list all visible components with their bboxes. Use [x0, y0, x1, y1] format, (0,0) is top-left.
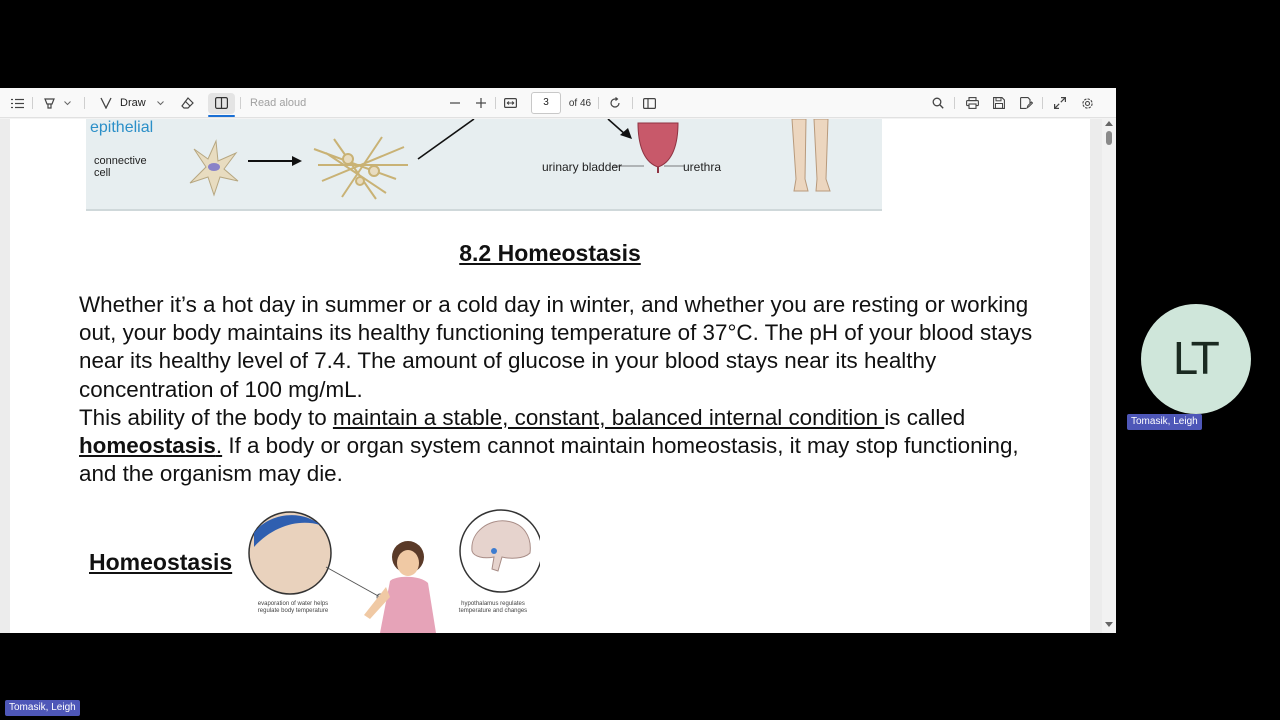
vertical-scrollbar[interactable]: [1102, 119, 1116, 633]
self-view-name: Tomasik, Leigh: [5, 700, 80, 716]
epithelial-label: epithelial: [90, 119, 154, 136]
connective-cell-illustration: [190, 141, 238, 195]
settings-icon[interactable]: [1079, 88, 1095, 118]
print-icon[interactable]: [964, 88, 980, 118]
body-text: [79, 291, 1039, 488]
section-title: 8.2 Homeostasis: [459, 240, 641, 266]
highlight-icon[interactable]: [40, 88, 58, 118]
urinary-bladder-label: urinary bladder: [542, 160, 623, 174]
document-viewer[interactable]: [0, 119, 1116, 633]
save-icon[interactable]: [991, 88, 1007, 118]
scroll-up-arrow[interactable]: [1105, 121, 1113, 126]
figure-illustrations: [86, 119, 882, 211]
figure-title: Homeostasis: [89, 549, 233, 575]
search-icon[interactable]: [930, 88, 946, 118]
pdf-page: [10, 119, 1090, 633]
skin-caption: evaporation of water helps regulate body temperature: [257, 601, 329, 614]
participant-tile-name: Tomasik, Leigh: [1127, 414, 1202, 430]
woman-illustration: [364, 541, 436, 633]
human-legs-illustration: [792, 119, 830, 191]
page-count: [567, 88, 593, 118]
contents-icon[interactable]: [8, 88, 26, 118]
read-aloud-button[interactable]: [250, 88, 310, 118]
draw-button[interactable]: [120, 88, 150, 118]
term-period: .: [215, 433, 223, 459]
definition-underlined-phrase: maintain a stable, constant, balanced internal condition: [332, 404, 885, 430]
fit-page-icon[interactable]: [502, 88, 518, 118]
definition-connector: is called: [884, 404, 966, 430]
read-aloud-label: Read aloud: [250, 97, 307, 109]
connective-cell-label: connective cell: [94, 155, 147, 179]
zoom-out-icon[interactable]: [448, 88, 462, 118]
paragraph-homeostasis-examples: Whether it’s a hot day in summer or a cold day in winter, and whether you are resting or working out, your body maintains its healthy functioning temperature of 37°C. The pH of your blood stays near its healthy level of 7.4. The amount of glucose in your blood stays near its healthy concentration of 100 mg/mL.: [79, 292, 1033, 402]
pdf-toolbar: [0, 88, 1116, 118]
brain-caption: hypothalamus regulates temperature and changes: [458, 601, 528, 614]
scrollbar-thumb[interactable]: [1106, 131, 1112, 145]
connective-tissue-illustration: [314, 137, 408, 199]
page-number-input[interactable]: 3: [531, 92, 561, 114]
save-as-icon[interactable]: [1018, 88, 1034, 118]
fullscreen-icon[interactable]: [1052, 88, 1068, 118]
page-total-label: of 46: [568, 97, 592, 109]
urethra-label: urethra: [683, 160, 722, 174]
draw-icon[interactable]: [98, 88, 114, 118]
shared-pdf-window: [0, 88, 1116, 633]
page-view-icon[interactable]: [640, 88, 658, 118]
text-view-icon[interactable]: [212, 88, 231, 118]
active-tab-indicator: [208, 115, 235, 117]
tissue-organ-figure: [86, 119, 882, 211]
homeostasis-term: homeostasis: [79, 433, 216, 459]
scroll-down-arrow[interactable]: [1105, 622, 1113, 627]
zoom-in-icon[interactable]: [474, 88, 488, 118]
chevron-down-icon[interactable]: [155, 88, 165, 118]
paragraph-homeostasis-definition: [79, 404, 1039, 489]
chevron-down-icon[interactable]: [62, 88, 72, 118]
eraser-icon[interactable]: [179, 88, 195, 118]
definition-lead-in: This ability of the body to: [79, 404, 333, 430]
rotate-icon[interactable]: [607, 88, 623, 118]
draw-label: Draw: [120, 97, 146, 109]
participant-avatar: LT: [1141, 304, 1251, 414]
definition-consequence: If a body or organ system cannot maintain homeostasis, it may stop functioning, and the organism may die.: [79, 433, 1019, 487]
